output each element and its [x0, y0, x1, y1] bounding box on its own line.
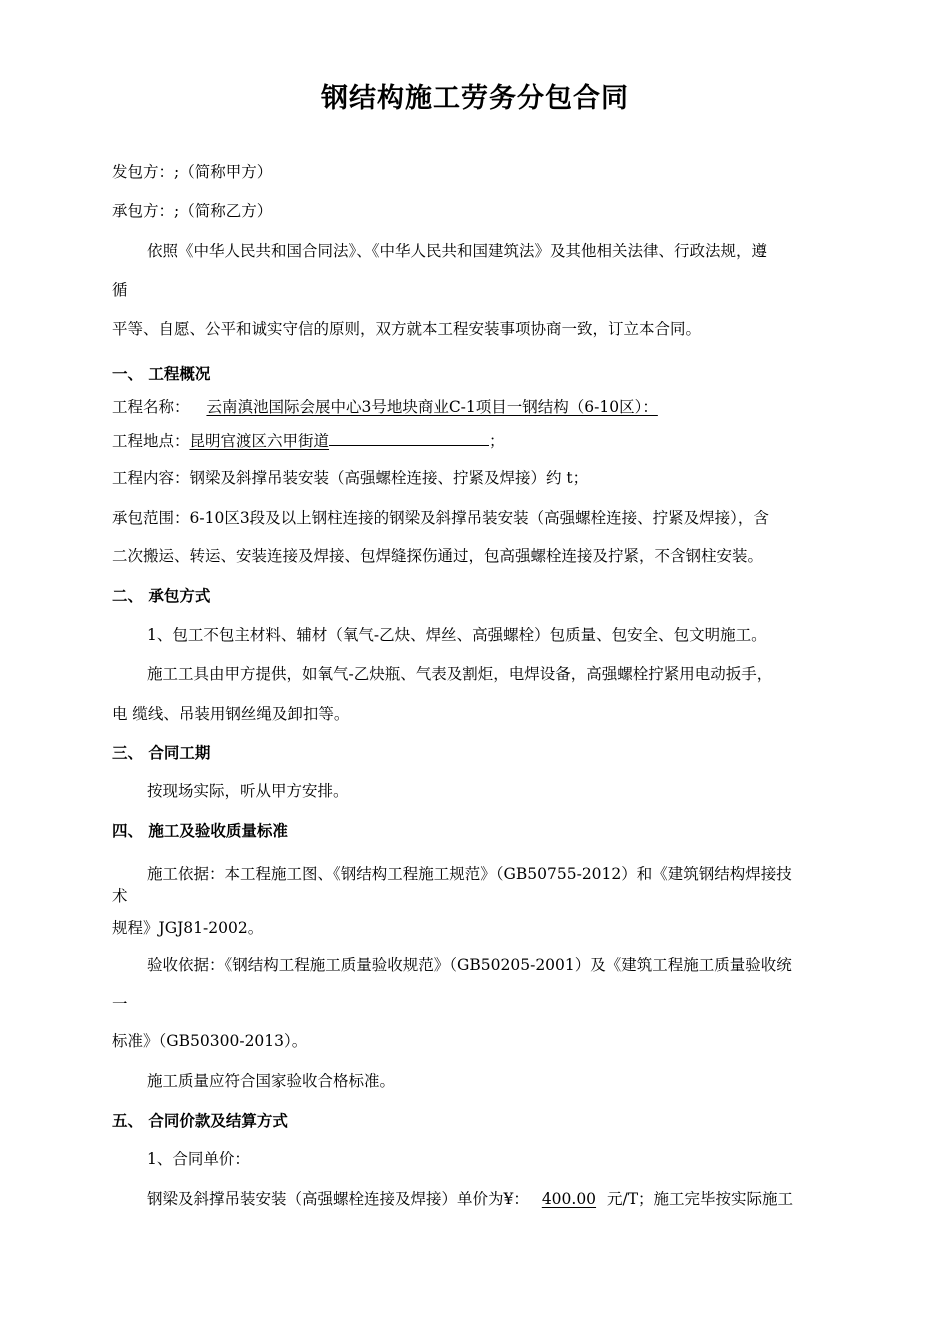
duration-text: 按现场实际，听从甲方安排。	[147, 782, 349, 800]
project-location-end: ；	[489, 432, 505, 450]
acceptance-basis-line-2: 标准》（GB50300-2013）。	[112, 1032, 308, 1050]
party-b-line: 承包方：;（简称乙方）	[112, 202, 273, 220]
project-name-label: 工程名称：	[112, 398, 190, 416]
unit-price-prefix: 钢梁及斜撑吊装安装（高强螺栓连接及焊接）单价为¥：	[147, 1190, 529, 1208]
acceptance-basis-wrap: 一	[112, 995, 128, 1013]
document-title: 钢结构施工劳务分包合同	[321, 83, 629, 114]
project-location-row	[112, 429, 505, 451]
unit-price-value: 400.00	[541, 1190, 597, 1208]
construction-basis-line-1: 施工依据：本工程施工图、《钢结构工程施工规范》（GB50755-2012）和《建筑钢结构焊接技	[147, 865, 792, 883]
section-4-heading: 四、 施工及验收质量标准	[112, 822, 288, 840]
unit-price-item: 1、合同单价：	[147, 1150, 250, 1168]
section-2-heading: 二、 承包方式	[112, 587, 211, 605]
section-5-heading: 五、 合同价款及结算方式	[112, 1112, 288, 1130]
scope-line-2: 二次搬运、转运、安装连接及焊接、包焊缝探伤通过，包高强螺栓连接及拧紧，不含钢柱安装。	[112, 547, 764, 565]
project-content: 工程内容：钢梁及斜撑吊装安装（高强螺栓连接、拧紧及焊接）约 t；	[112, 469, 589, 487]
construction-basis-wrap: 术	[112, 887, 128, 905]
location-blank-line	[329, 429, 489, 446]
acceptance-basis-line-1: 验收依据：《钢结构工程施工质量验收规范》（GB50205-2001）及《建筑工程施工质量验收统	[147, 956, 792, 974]
project-name-value: 云南滇池国际会展中心3号地块商业C-1项目一钢结构（6-10区）：	[206, 398, 658, 416]
contract-mode-item-1: 1、包工不包主材料、辅材（氧气-乙炔、焊丝、高强螺栓）包质量、包安全、包文明施工。	[147, 626, 767, 644]
party-a-line: 发包方：;（简称甲方）	[112, 163, 273, 181]
project-location-label: 工程地点：	[112, 432, 190, 450]
section-1-heading: 一、 工程概况	[112, 365, 211, 383]
intro-line-1-wrap: 循	[112, 281, 128, 299]
intro-line-2: 平等、自愿、公平和诚实守信的原则，双方就本工程安装事项协商一致，订立本合同。	[112, 320, 702, 338]
construction-basis-line-2: 规程》JGJ81-2002。	[112, 919, 264, 937]
unit-price-suffix: 元/T；施工完毕按实际施工	[607, 1190, 794, 1208]
intro-line-1: 依照《中华人民共和国合同法》、《中华人民共和国建筑法》及其他相关法律、行政法规，遵	[147, 242, 768, 260]
project-location-value: 昆明官渡区六甲街道	[189, 432, 330, 450]
quality-standard: 施工质量应符合国家验收合格标准。	[147, 1072, 396, 1090]
tools-line-1: 施工工具由甲方提供，如氧气-乙炔瓶、气表及割炬，电焊设备，高强螺栓拧紧用电动扳手，	[147, 665, 773, 683]
section-3-heading: 三、 合同工期	[112, 744, 211, 762]
scope-line-1: 承包范围：6-10区3段及以上钢柱连接的钢梁及斜撑吊装安装（高强螺栓连接、拧紧及焊接），含	[112, 509, 769, 527]
tools-line-2: 电 缆线、吊装用钢丝绳及卸扣等。	[112, 705, 350, 723]
project-name-row	[112, 397, 658, 417]
unit-price-row	[147, 1189, 793, 1209]
